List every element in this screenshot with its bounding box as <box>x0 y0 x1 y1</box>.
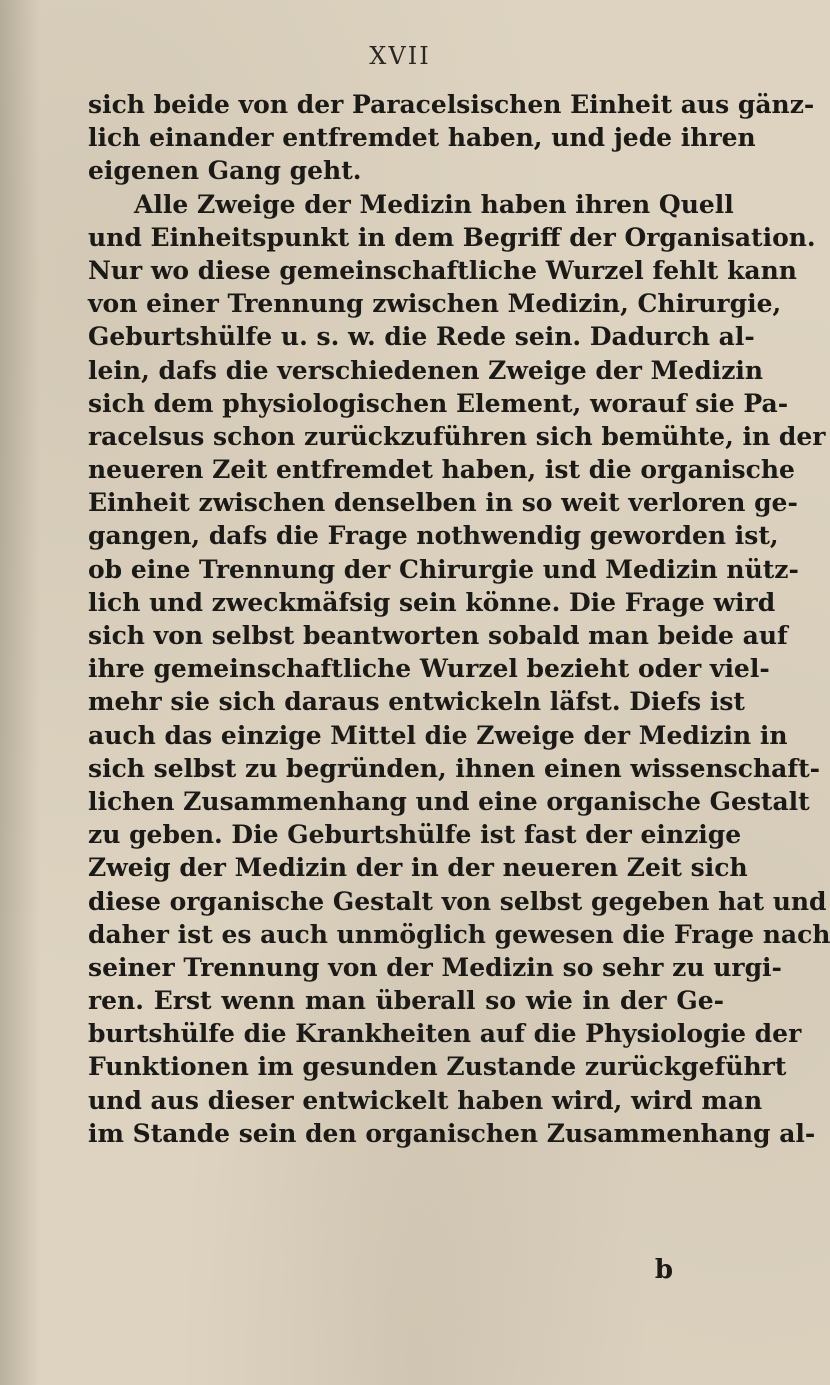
text-line: ihre gemeinschaftliche Wurzel bezieht oder viel- <box>88 654 770 684</box>
text-line: im Stande sein den organischen Zusammenhang al- <box>88 1118 816 1148</box>
text-line: sich selbst zu begründen, ihnen einen wissenschaft- <box>88 753 820 783</box>
text-line: zu geben. Die Geburtshülfe ist fast der einzige <box>88 820 742 850</box>
page-spine-shadow <box>0 0 40 1385</box>
text-line: von einer Trennung zwischen Medizin, Chirurgie, <box>88 289 782 319</box>
text-line: Zweig der Medizin der in der neueren Zeit sich <box>88 853 748 883</box>
text-line: auch das einzige Mittel die Zweige der Medizin in <box>88 720 788 750</box>
text-line: lich und zweckmäfsig sein könne. Die Frage wird <box>88 587 776 617</box>
text-line: lichen Zusammenhang und eine organische Gestalt <box>88 786 810 816</box>
text-line: lich einander entfremdet haben, und jede ihren <box>88 123 756 153</box>
text-line: Alle Zweige der Medizin haben ihren Quell <box>134 189 734 219</box>
text-line: sich beide von der Paracelsischen Einheit aus gänz- <box>88 90 815 119</box>
text-line: lein, dafs die verschiedenen Zweige der Medizin <box>88 355 764 385</box>
text-line: ren. Erst wenn man überall so wie in der Ge- <box>88 986 724 1016</box>
text-line: und aus dieser entwickelt haben wird, wird man <box>88 1085 763 1115</box>
text-line: ob eine Trennung der Chirurgie und Medizin nütz- <box>88 554 799 584</box>
text-line: Einheit zwischen denselben in so weit verloren ge- <box>88 488 798 518</box>
text-line: sich dem physiologischen Element, worauf sie Pa- <box>88 388 789 418</box>
text-line: Geburtshülfe u. s. w. die Rede sein. Dadurch al- <box>88 322 755 352</box>
signature-mark: b <box>654 1255 673 1285</box>
text-line: Nur wo diese gemeinschaftliche Wurzel fehlt kann <box>88 255 797 285</box>
text-line: seiner Trennung von der Medizin so sehr zu urgi- <box>88 952 782 982</box>
text-line: und Einheitspunkt in dem Begriff der Organisation. <box>88 222 816 252</box>
page-number: XVII <box>369 42 431 70</box>
text-line: racelsus schon zurückzuführen sich bemühte, in der <box>88 421 826 451</box>
body-text <box>88 88 830 1150</box>
text-line: sich von selbst beantworten sobald man beide auf <box>88 621 788 650</box>
text-line: eigenen Gang geht. <box>88 156 362 186</box>
text-line: gangen, dafs die Frage nothwendig geworden ist, <box>88 521 779 551</box>
text-line: diese organische Gestalt von selbst gegeben hat und <box>88 886 827 916</box>
text-line: daher ist es auch unmöglich gewesen die Frage nach <box>88 919 830 949</box>
text-line: burtshülfe die Krankheiten auf die Physiologie der <box>88 1019 802 1049</box>
text-line: mehr sie sich daraus entwickeln läfst. Diefs ist <box>88 687 745 717</box>
text-line: neueren Zeit entfremdet haben, ist die organische <box>88 455 795 485</box>
text-line: Funktionen im gesunden Zustande zurückgeführt <box>88 1052 787 1082</box>
